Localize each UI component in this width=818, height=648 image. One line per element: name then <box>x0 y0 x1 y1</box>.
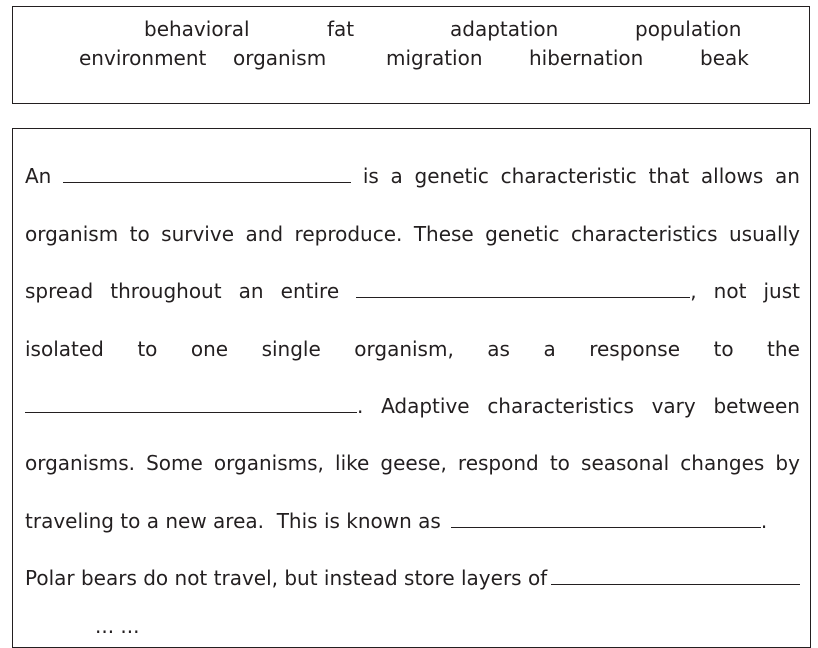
passage-line-8 <box>25 566 800 590</box>
word: organisms. <box>25 451 135 475</box>
word: throughout <box>110 279 222 303</box>
word: isolated <box>25 337 104 361</box>
word: geese, <box>380 451 447 475</box>
word: to <box>129 222 150 246</box>
cut-off-text: ... ... <box>95 614 140 638</box>
word-bank-item-fat: fat <box>327 17 355 41</box>
word: usually <box>728 222 800 246</box>
word-bank-item-environment: environment <box>79 46 207 70</box>
comma: , <box>690 279 697 303</box>
word-bank-item-organism: organism <box>233 46 327 70</box>
word: seasonal <box>581 451 670 475</box>
blank-3[interactable] <box>25 394 357 413</box>
word: vary <box>651 394 696 418</box>
passage-line-6 <box>25 451 800 475</box>
word: and <box>245 222 284 246</box>
word: like <box>335 451 370 475</box>
word: These <box>413 222 474 246</box>
passage-line-3 <box>25 279 800 303</box>
word: a <box>390 164 403 188</box>
word: Some <box>146 451 203 475</box>
word: is <box>362 164 379 188</box>
sentence: traveling to a new area. This is known as <box>25 509 441 533</box>
word: characteristics <box>487 394 634 418</box>
word: response <box>589 337 681 361</box>
word: changes <box>680 451 765 475</box>
word-bank <box>12 6 810 104</box>
word-bank-item-migration: migration <box>386 46 483 70</box>
period: . <box>357 394 364 418</box>
word: not <box>713 279 747 303</box>
word: genetic <box>485 222 560 246</box>
blank-5[interactable] <box>551 566 800 585</box>
passage-line-9 <box>25 614 800 638</box>
word: between <box>713 394 800 418</box>
passage-line-7 <box>25 509 800 533</box>
word: genetic <box>414 164 489 188</box>
word: organisms, <box>213 451 324 475</box>
word: organism, <box>354 337 454 361</box>
word: that <box>648 164 690 188</box>
word: an <box>775 164 800 188</box>
word: Adaptive <box>381 394 470 418</box>
word: an <box>238 279 264 303</box>
word-bank-item-population: population <box>635 17 742 41</box>
passage-line-2 <box>25 222 800 246</box>
word: characteristics <box>570 222 718 246</box>
passage-line-4 <box>25 337 800 361</box>
word: to <box>713 337 734 361</box>
word-bank-item-hibernation: hibernation <box>529 46 644 70</box>
word: characteristic <box>500 164 637 188</box>
word: reproduce. <box>294 222 403 246</box>
passage-line-5 <box>25 394 800 418</box>
word: a <box>543 337 556 361</box>
blank-group-3 <box>25 394 363 418</box>
blank-group-2 <box>356 279 696 303</box>
period: . <box>760 509 768 533</box>
word-bank-item-beak: beak <box>700 46 749 70</box>
word: as <box>487 337 510 361</box>
sentence: Polar bears do not travel, but instead store layers of <box>25 566 548 590</box>
word: allows <box>700 164 764 188</box>
word: by <box>775 451 800 475</box>
word: the <box>767 337 800 361</box>
blank-4[interactable] <box>451 509 761 528</box>
word: An <box>25 164 52 188</box>
word-bank-item-adaptation: adaptation <box>450 17 559 41</box>
blank-1[interactable] <box>63 164 351 183</box>
word: respond <box>457 451 539 475</box>
word: spread <box>25 279 94 303</box>
word: organism <box>25 222 119 246</box>
word: to <box>549 451 570 475</box>
word-bank-item-behavioral: behavioral <box>144 17 250 41</box>
word: single <box>261 337 321 361</box>
passage-line-1 <box>25 164 800 188</box>
word: entire <box>280 279 340 303</box>
word: to <box>137 337 158 361</box>
word: one <box>190 337 229 361</box>
blank-2[interactable] <box>356 279 690 298</box>
word: survive <box>161 222 235 246</box>
word: just <box>763 279 800 303</box>
